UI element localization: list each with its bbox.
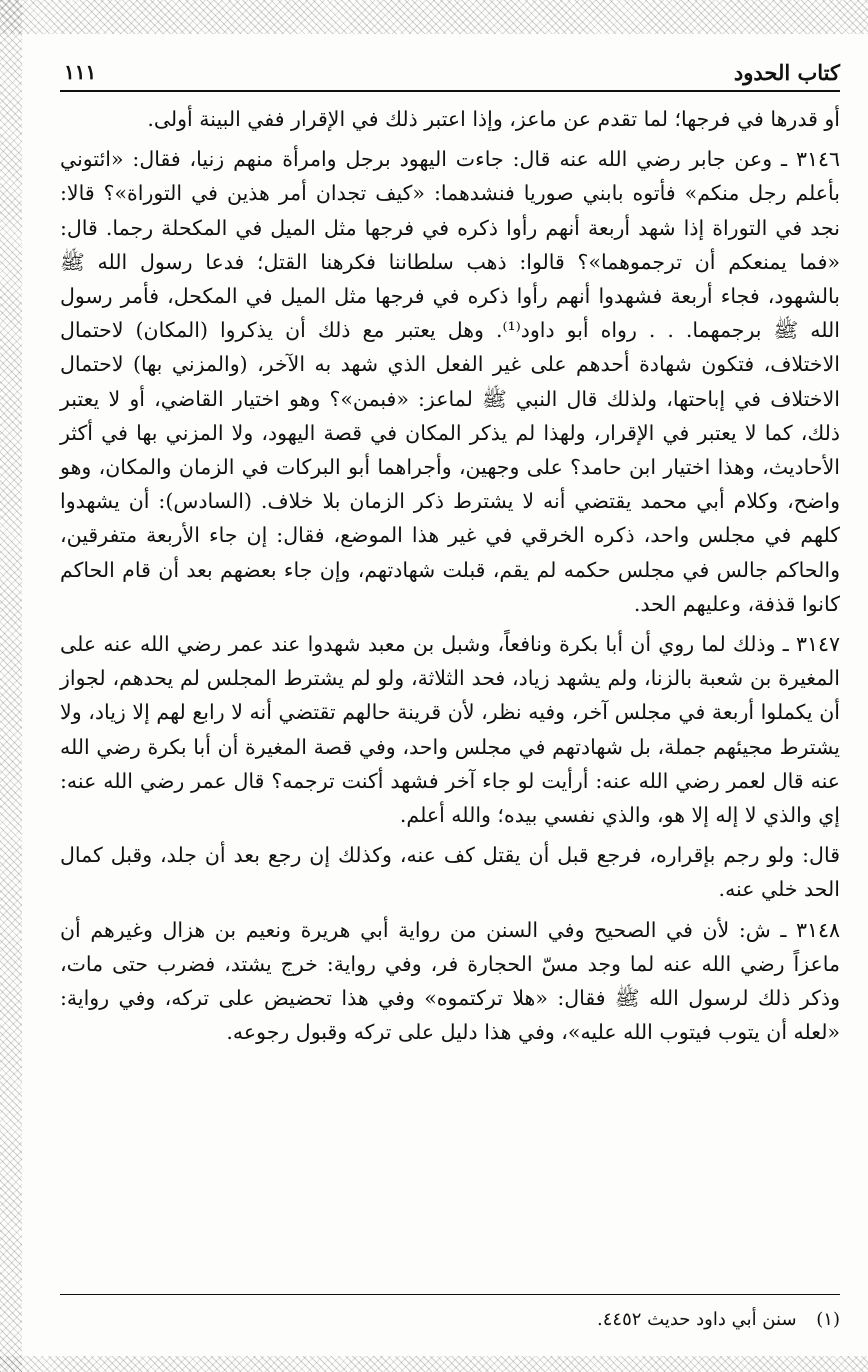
paragraph: ٣١٤٦ ـ وعن جابر رضي الله عنه قال: جاءت اليهود برجل وامرأة منهم زنيا، فقال: «ائتوني بأعلم رجل منكم» فأتوه بابني صوريا فنشدهما: «كيف تجدان أمر هذين في التوراة»؟ قالا: نجد في التوراة إذا شهد أربعة أنهم رأوا ذكره في فرجها مثل الميل في المكحلة رجما. قال: «فما يمنعكم أن ترجموهما»؟ قالوا: ذهب سلطاننا فكرهنا القتل؛ فدعا رسول الله ﷺ بالشهود، فجاء أربعة فشهدوا أنهم رأوا ذكره في فرجها مثل الميل في المكحل، فأمر رسول الله ﷺ برجمهما. . . رواه أبو داود⁽¹⁾. وهل يعتبر مع ذلك أن يذكروا (المكان) لاحتمال الاختلاف، فتكون شهادة أحدهم على غير الفعل الذي شهد به الآخر، (والمزني بها) لاحتمال الاختلاف في إباحتها، ولذلك قال النبي ﷺ لماعز: «فبمن»؟ وهو اختيار القاضي، أو لا يعتبر ذلك، كما لا يعتبر في الإقرار، ولهذا لم يذكر المكان في قصة اليهود، ولا المزني بها في أكثر الأحاديث، وهذا اختيار ابن حامد؟ على وجهين، وأجراهما أبو البركات في الزمان والمكان، وهو واضح، وكلام أبي محمد يقتضي أنه لا يشترط ذكر الزمان بلا خلاف. (السادس): أن يشهدوا كلهم في مجلس واحد، ذكره الخرقي في غير هذا الموضع، فقال: إن جاء الأربعة متفرقين، والحاكم جالس في مجلس حكمه لم يقم، قبلت شهادتهم، وإن جاء بعضهم بعد أن قام الحاكم كانوا قذفة، وعليهم الحد. — [60, 147, 840, 616]
running-header — [60, 56, 840, 92]
page-body — [60, 102, 840, 1049]
paragraph: ٣١٤٧ ـ وذلك لما روي أن أبا بكرة ونافعاً، وشبل بن معبد شهدوا عند عمر رضي الله عنه على المغيرة بن شعبة بالزنا، ولم يشهد زياد، فحد الثلاثة، ولو لم يشترط المجلس لم يحدهم، لجواز أن يكملوا أربعة في مجلس آخر، وفيه نظر، لأن قرينة حالهم تقتضي أنه لا رابع لهم إلا زياد، ولا يشترط مجيئهم جملة، بل شهادتهم في مجلس واحد، وفي قصة المغيرة أن أبا بكرة رضي الله عنه قال لعمر رضي الله عنه: أرأيت لو جاء آخر فشهد أكنت ترجمه؟ قال عمر رضي الله عنه: إي والذي لا إله إلا هو، والذي نفسي بيده؛ والله أعلم. — [60, 632, 840, 828]
decorative-border-bottom — [0, 1356, 868, 1372]
footnote-text: سنن أبي داود حديث ٤٤٥٢. — [597, 1309, 797, 1330]
paragraph: قال: ولو رجم بإقراره، فرجع قبل أن يقتل كف عنه، وكذلك إن رجع بعد أن جلد، وقبل كمال الحد خلي عنه. — [60, 843, 840, 902]
decorative-border-left — [0, 0, 22, 1372]
page-number: ١١١ — [64, 60, 97, 84]
decorative-border-top — [0, 0, 868, 34]
paragraph: أو قدرها في فرجها؛ لما تقدم عن ماعز، وإذا اعتبر ذلك في الإقرار ففي البينة أولى. — [147, 107, 840, 131]
chapter-title: كتاب الحدود — [733, 60, 840, 85]
book-page — [60, 56, 840, 1356]
paragraph: ٣١٤٨ ـ ش: لأن في الصحيح وفي السنن من رواية أبي هريرة ونعيم بن هزال وغيرهم أن ماعزاً رضي الله عنه لما وجد مسّ الحجارة فر، وفي رواية: خرج يشتد، فضرب حتى مات، وذكر ذلك لرسول الله ﷺ فقال: «هلا تركتموه» وفي هذا تحضيض على تركه، وفي رواية: «لعله أن يتوب فيتوب الله عليه»، وفي هذا دليل على تركه وقبول رجوعه. — [60, 917, 840, 1045]
footnote-number: (١) — [816, 1309, 840, 1330]
footnotes — [60, 1294, 840, 1333]
footnote — [60, 1307, 840, 1333]
